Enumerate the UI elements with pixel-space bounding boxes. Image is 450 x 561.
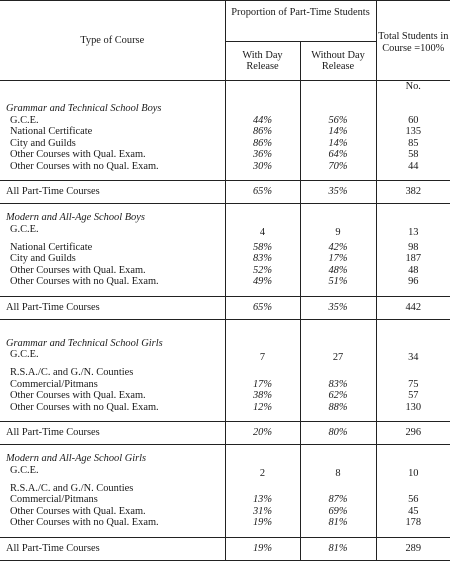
with-day-release-value: 7 (225, 349, 300, 367)
with-day-release-value: 86% (225, 126, 300, 138)
total-students-value: 96 (376, 276, 450, 288)
table-row (0, 161, 450, 173)
with-day-release-value: 83% (225, 253, 300, 265)
spacer-cell (225, 172, 300, 181)
with-day-release-value: 52% (225, 265, 300, 277)
header-total-students: Total Students in Course =100% (376, 1, 450, 81)
total-students-value: 135 (376, 126, 450, 138)
row-label: G.C.E. (10, 464, 39, 476)
spacer-cell (225, 338, 300, 350)
header-with-day-release: With Day Release (225, 42, 300, 81)
spacer-cell (300, 172, 376, 181)
spacer-cell (300, 413, 376, 422)
spacer-cell (0, 172, 225, 181)
group-title: Modern and All-Age School Boys (6, 212, 145, 223)
spacer-cell (0, 413, 225, 422)
spacer-cell (0, 319, 225, 330)
with-day-release-value: 19% (225, 517, 300, 529)
spacer-cell (376, 330, 450, 338)
all-courses-label: All Part-Time Courses (0, 296, 225, 319)
spacer-cell (376, 338, 450, 350)
spacer-cell (300, 319, 376, 330)
all-courses-row (0, 296, 450, 319)
no-label: No. (376, 81, 450, 104)
all-courses-label: All Part-Time Courses (0, 537, 225, 560)
row-label: National Certificate (10, 241, 93, 253)
with-day-release-value: 49% (225, 276, 300, 288)
spacer-cell (225, 529, 300, 538)
with-day-release-value: 17% (225, 367, 300, 390)
total-students-value: 75 (376, 367, 450, 390)
with-day-release-value: 58% (225, 242, 300, 254)
all-with-day-release-value: 19% (225, 537, 300, 560)
total-students-value: 48 (376, 265, 450, 277)
table-row (0, 465, 450, 483)
with-day-release-value: 38% (225, 390, 300, 402)
table-row (0, 138, 450, 150)
spacer-cell (225, 445, 300, 454)
all-courses-row (0, 537, 450, 560)
total-students-value: 98 (376, 242, 450, 254)
spacer-cell (300, 338, 376, 350)
all-courses-row (0, 181, 450, 204)
without-day-release-value: 9 (300, 224, 376, 242)
without-day-release-value: 8 (300, 465, 376, 483)
total-students-value: 10 (376, 465, 450, 483)
total-students-value: 13 (376, 224, 450, 242)
without-day-release-value: 70% (300, 161, 376, 173)
total-students-value: 178 (376, 517, 450, 529)
total-students-value: 130 (376, 402, 450, 414)
total-students-value: 57 (376, 390, 450, 402)
spacer-cell (376, 413, 450, 422)
row-label: Other Courses with no Qual. Exam. (10, 160, 159, 172)
table-row (0, 115, 450, 127)
spacer-cell (300, 212, 376, 224)
total-students-value: 44 (376, 161, 450, 173)
total-students-value: 85 (376, 138, 450, 150)
with-day-release-value: 44% (225, 115, 300, 127)
spacer-cell (300, 529, 376, 538)
spacer-cell (225, 103, 300, 115)
spacer-cell (376, 453, 450, 465)
row-label: R.S.A./C. and G./N. Counties Commercial/Pitmans (10, 482, 134, 505)
all-with-day-release-value: 65% (225, 296, 300, 319)
spacer-cell (225, 330, 300, 338)
table-row (0, 367, 450, 390)
spacer-cell (300, 453, 376, 465)
spacer-cell (376, 319, 450, 330)
group-title: Modern and All-Age School Girls (6, 453, 147, 464)
with-day-release-value: 2 (225, 465, 300, 483)
all-courses-label: All Part-Time Courses (0, 181, 225, 204)
spacer-cell (225, 288, 300, 297)
table-row (0, 276, 450, 288)
table-row (0, 517, 450, 529)
spacer-cell (225, 81, 300, 104)
all-courses-label: All Part-Time Courses (0, 422, 225, 445)
spacer-cell (225, 212, 300, 224)
without-day-release-value: 48% (300, 265, 376, 277)
row-label: National Certificate (10, 126, 93, 137)
table-row (0, 126, 450, 138)
with-day-release-value: 12% (225, 402, 300, 414)
header-type-of-course: Type of Course (0, 1, 225, 81)
row-label: City and Guilds (10, 137, 76, 149)
table-row (0, 265, 450, 277)
group-title: Grammar and Technical School Boys (6, 103, 162, 114)
row-label: Other Courses with no Qual. Exam. (10, 401, 159, 413)
spacer-cell (376, 529, 450, 538)
row-label: G.C.E. (10, 223, 39, 235)
without-day-release-value: 14% (300, 126, 376, 138)
table-row (0, 390, 450, 402)
with-day-release-value: 4 (225, 224, 300, 242)
spacer-cell (0, 529, 225, 538)
spacer-cell (225, 453, 300, 465)
without-day-release-value: 83% (300, 367, 376, 390)
all-courses-row (0, 422, 450, 445)
all-total-students-value: 296 (376, 422, 450, 445)
without-day-release-value: 27 (300, 349, 376, 367)
without-day-release-value: 69% (300, 506, 376, 518)
total-students-value: 60 (376, 115, 450, 127)
spacer-cell (376, 288, 450, 297)
row-label: G.C.E. (10, 349, 39, 360)
table-row (0, 224, 450, 242)
spacer-cell (0, 288, 225, 297)
spacer-cell (225, 319, 300, 330)
table-row (0, 149, 450, 161)
all-total-students-value: 289 (376, 537, 450, 560)
table-row (0, 402, 450, 414)
all-total-students-value: 442 (376, 296, 450, 319)
group-title: Grammar and Technical School Girls (6, 337, 163, 349)
without-day-release-value: 81% (300, 517, 376, 529)
spacer-cell (376, 103, 450, 115)
all-total-students-value: 382 (376, 181, 450, 204)
with-day-release-value: 36% (225, 149, 300, 161)
without-day-release-value: 56% (300, 115, 376, 127)
row-label: Other Courses with Qual. Exam. (10, 149, 146, 160)
spacer-cell (0, 330, 225, 338)
total-students-value: 45 (376, 506, 450, 518)
row-label: Other Courses with no Qual. Exam. (10, 517, 159, 528)
total-students-value: 34 (376, 349, 450, 367)
row-label: R.S.A./C. and G./N. Counties Commercial/Pitmans (10, 367, 134, 390)
row-label: Other Courses with Qual. Exam. (10, 505, 146, 517)
row-label: City and Guilds (10, 253, 76, 264)
without-day-release-value: 14% (300, 138, 376, 150)
spacer-cell (300, 330, 376, 338)
header-without-day-release: Without Day Release (300, 42, 376, 81)
spacer-cell (300, 288, 376, 297)
with-day-release-value: 13% (225, 483, 300, 506)
without-day-release-value: 17% (300, 253, 376, 265)
all-without-day-release-value: 80% (300, 422, 376, 445)
total-students-value: 56 (376, 483, 450, 506)
all-with-day-release-value: 65% (225, 181, 300, 204)
row-label: G.C.E. (10, 114, 39, 126)
total-students-value: 58 (376, 149, 450, 161)
without-day-release-value: 87% (300, 483, 376, 506)
without-day-release-value: 88% (300, 402, 376, 414)
spacer-cell (376, 212, 450, 224)
all-with-day-release-value: 20% (225, 422, 300, 445)
row-label: Other Courses with no Qual. Exam. (10, 276, 159, 287)
all-without-day-release-value: 81% (300, 537, 376, 560)
without-day-release-value: 64% (300, 149, 376, 161)
table-row (0, 349, 450, 367)
without-day-release-value: 62% (300, 390, 376, 402)
spacer-cell (300, 204, 376, 213)
with-day-release-value: 30% (225, 161, 300, 173)
all-without-day-release-value: 35% (300, 181, 376, 204)
table-row (0, 242, 450, 254)
spacer-cell (300, 445, 376, 454)
spacer-cell (0, 81, 225, 104)
total-students-value: 187 (376, 253, 450, 265)
spacer-cell (300, 81, 376, 104)
spacer-cell (225, 413, 300, 422)
with-day-release-value: 31% (225, 506, 300, 518)
spacer-cell (376, 445, 450, 454)
with-day-release-value: 86% (225, 138, 300, 150)
row-label: Other Courses with Qual. Exam. (10, 264, 146, 276)
spacer-cell (0, 445, 225, 454)
spacer-cell (300, 103, 376, 115)
spacer-cell (225, 204, 300, 213)
table-row (0, 253, 450, 265)
spacer-cell (376, 204, 450, 213)
without-day-release-value: 51% (300, 276, 376, 288)
spacer-cell (376, 172, 450, 181)
spacer-cell (0, 204, 225, 213)
table-row (0, 483, 450, 506)
all-without-day-release-value: 35% (300, 296, 376, 319)
row-label: Other Courses with Qual. Exam. (10, 390, 146, 401)
header-proportion: Proportion of Part-Time Students (225, 1, 376, 42)
without-day-release-value: 42% (300, 242, 376, 254)
table-row (0, 506, 450, 518)
